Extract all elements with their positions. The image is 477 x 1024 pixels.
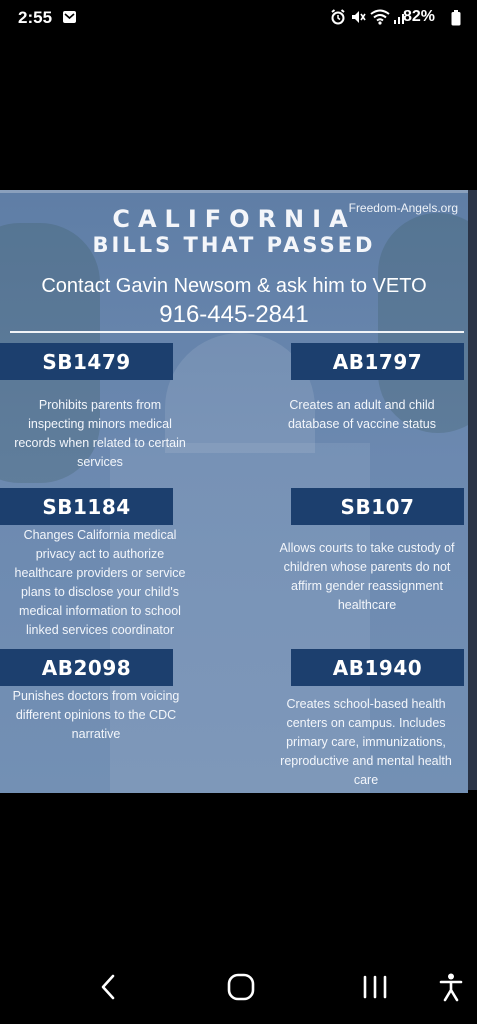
bills-poster-image <box>0 190 468 793</box>
mail-icon <box>62 9 77 28</box>
bill-desc-line: privacy act to authorize <box>35 547 165 561</box>
bill-tag-sb107: SB107 <box>291 488 464 525</box>
bill-desc-line: children whose parents do not <box>283 560 451 574</box>
bill-desc-sb107 <box>262 539 468 615</box>
home-circle-icon[interactable] <box>226 972 256 1006</box>
bill-desc-ab1797 <box>262 396 462 434</box>
image-edge <box>468 190 477 790</box>
bill-desc-line: inspecting minors medical <box>28 417 172 431</box>
bill-desc-line: primary care, immunizations, <box>286 735 446 749</box>
navigation-bar <box>0 950 477 1024</box>
mute-icon <box>350 9 366 29</box>
bill-desc-ab1940 <box>266 695 466 790</box>
bill-desc-line: healthcare <box>337 598 397 612</box>
bill-desc-line: affirm gender reassignment <box>291 579 443 593</box>
bill-desc-line: medical information to school <box>19 604 181 618</box>
bill-desc-line: Changes California medical <box>23 528 177 542</box>
bill-tag-ab1940: AB1940 <box>291 649 464 686</box>
accessibility-person-icon[interactable] <box>438 972 464 1006</box>
battery-percent: 82% <box>402 8 435 25</box>
status-time: 2:55 <box>18 8 53 27</box>
bill-desc-line: healthcare providers or service <box>14 566 186 580</box>
bill-desc-line: Creates an adult and child <box>289 398 435 412</box>
recents-icon[interactable] <box>360 972 390 1006</box>
poster-phone: 916-445-2841 <box>159 301 309 328</box>
bill-desc-line: Creates school-based health <box>286 697 446 711</box>
bill-desc-line: services <box>77 455 123 469</box>
bill-tag-sb1184: SB1184 <box>0 488 173 525</box>
status-bar <box>0 0 477 36</box>
bill-desc-line: Allows courts to take custody of <box>279 541 455 555</box>
bill-desc-line: plans to disclose your child's <box>20 585 180 599</box>
bill-tag-ab1797: AB1797 <box>291 343 464 380</box>
battery-icon <box>451 10 461 30</box>
bill-desc-line: linked services coordinator <box>26 623 174 637</box>
back-chevron-icon[interactable] <box>97 972 119 1006</box>
bill-desc-line: records when related to certain <box>14 436 186 450</box>
bill-desc-line: Prohibits parents from <box>38 398 162 412</box>
poster-site: Freedom-Angels.org <box>348 201 458 215</box>
bill-desc-line: narrative <box>71 727 121 741</box>
poster-contact-text: Contact Gavin Newsom & ask him to VETO <box>41 275 427 297</box>
bill-desc-line: database of vaccine status <box>287 417 436 431</box>
wifi-icon <box>370 9 390 29</box>
poster-title-line2: BILLS THAT PASSED <box>92 233 376 257</box>
bill-desc-line: different opinions to the CDC <box>15 708 177 722</box>
bill-desc-line: care <box>353 773 379 787</box>
bill-desc-line: centers on campus. Includes <box>286 716 446 730</box>
alarm-icon <box>330 9 346 29</box>
bill-desc-sb1479 <box>0 396 200 472</box>
bill-desc-line: reproductive and mental health <box>280 754 452 768</box>
bill-desc-sb1184 <box>0 526 200 640</box>
bill-tag-sb1479: SB1479 <box>0 343 173 380</box>
poster-title-line1: CALIFORNIA <box>112 205 356 233</box>
bill-tag-ab2098: AB2098 <box>0 649 173 686</box>
bill-desc-line: Punishes doctors from voicing <box>12 689 180 703</box>
bill-desc-ab2098 <box>0 687 192 744</box>
divider <box>10 331 464 333</box>
